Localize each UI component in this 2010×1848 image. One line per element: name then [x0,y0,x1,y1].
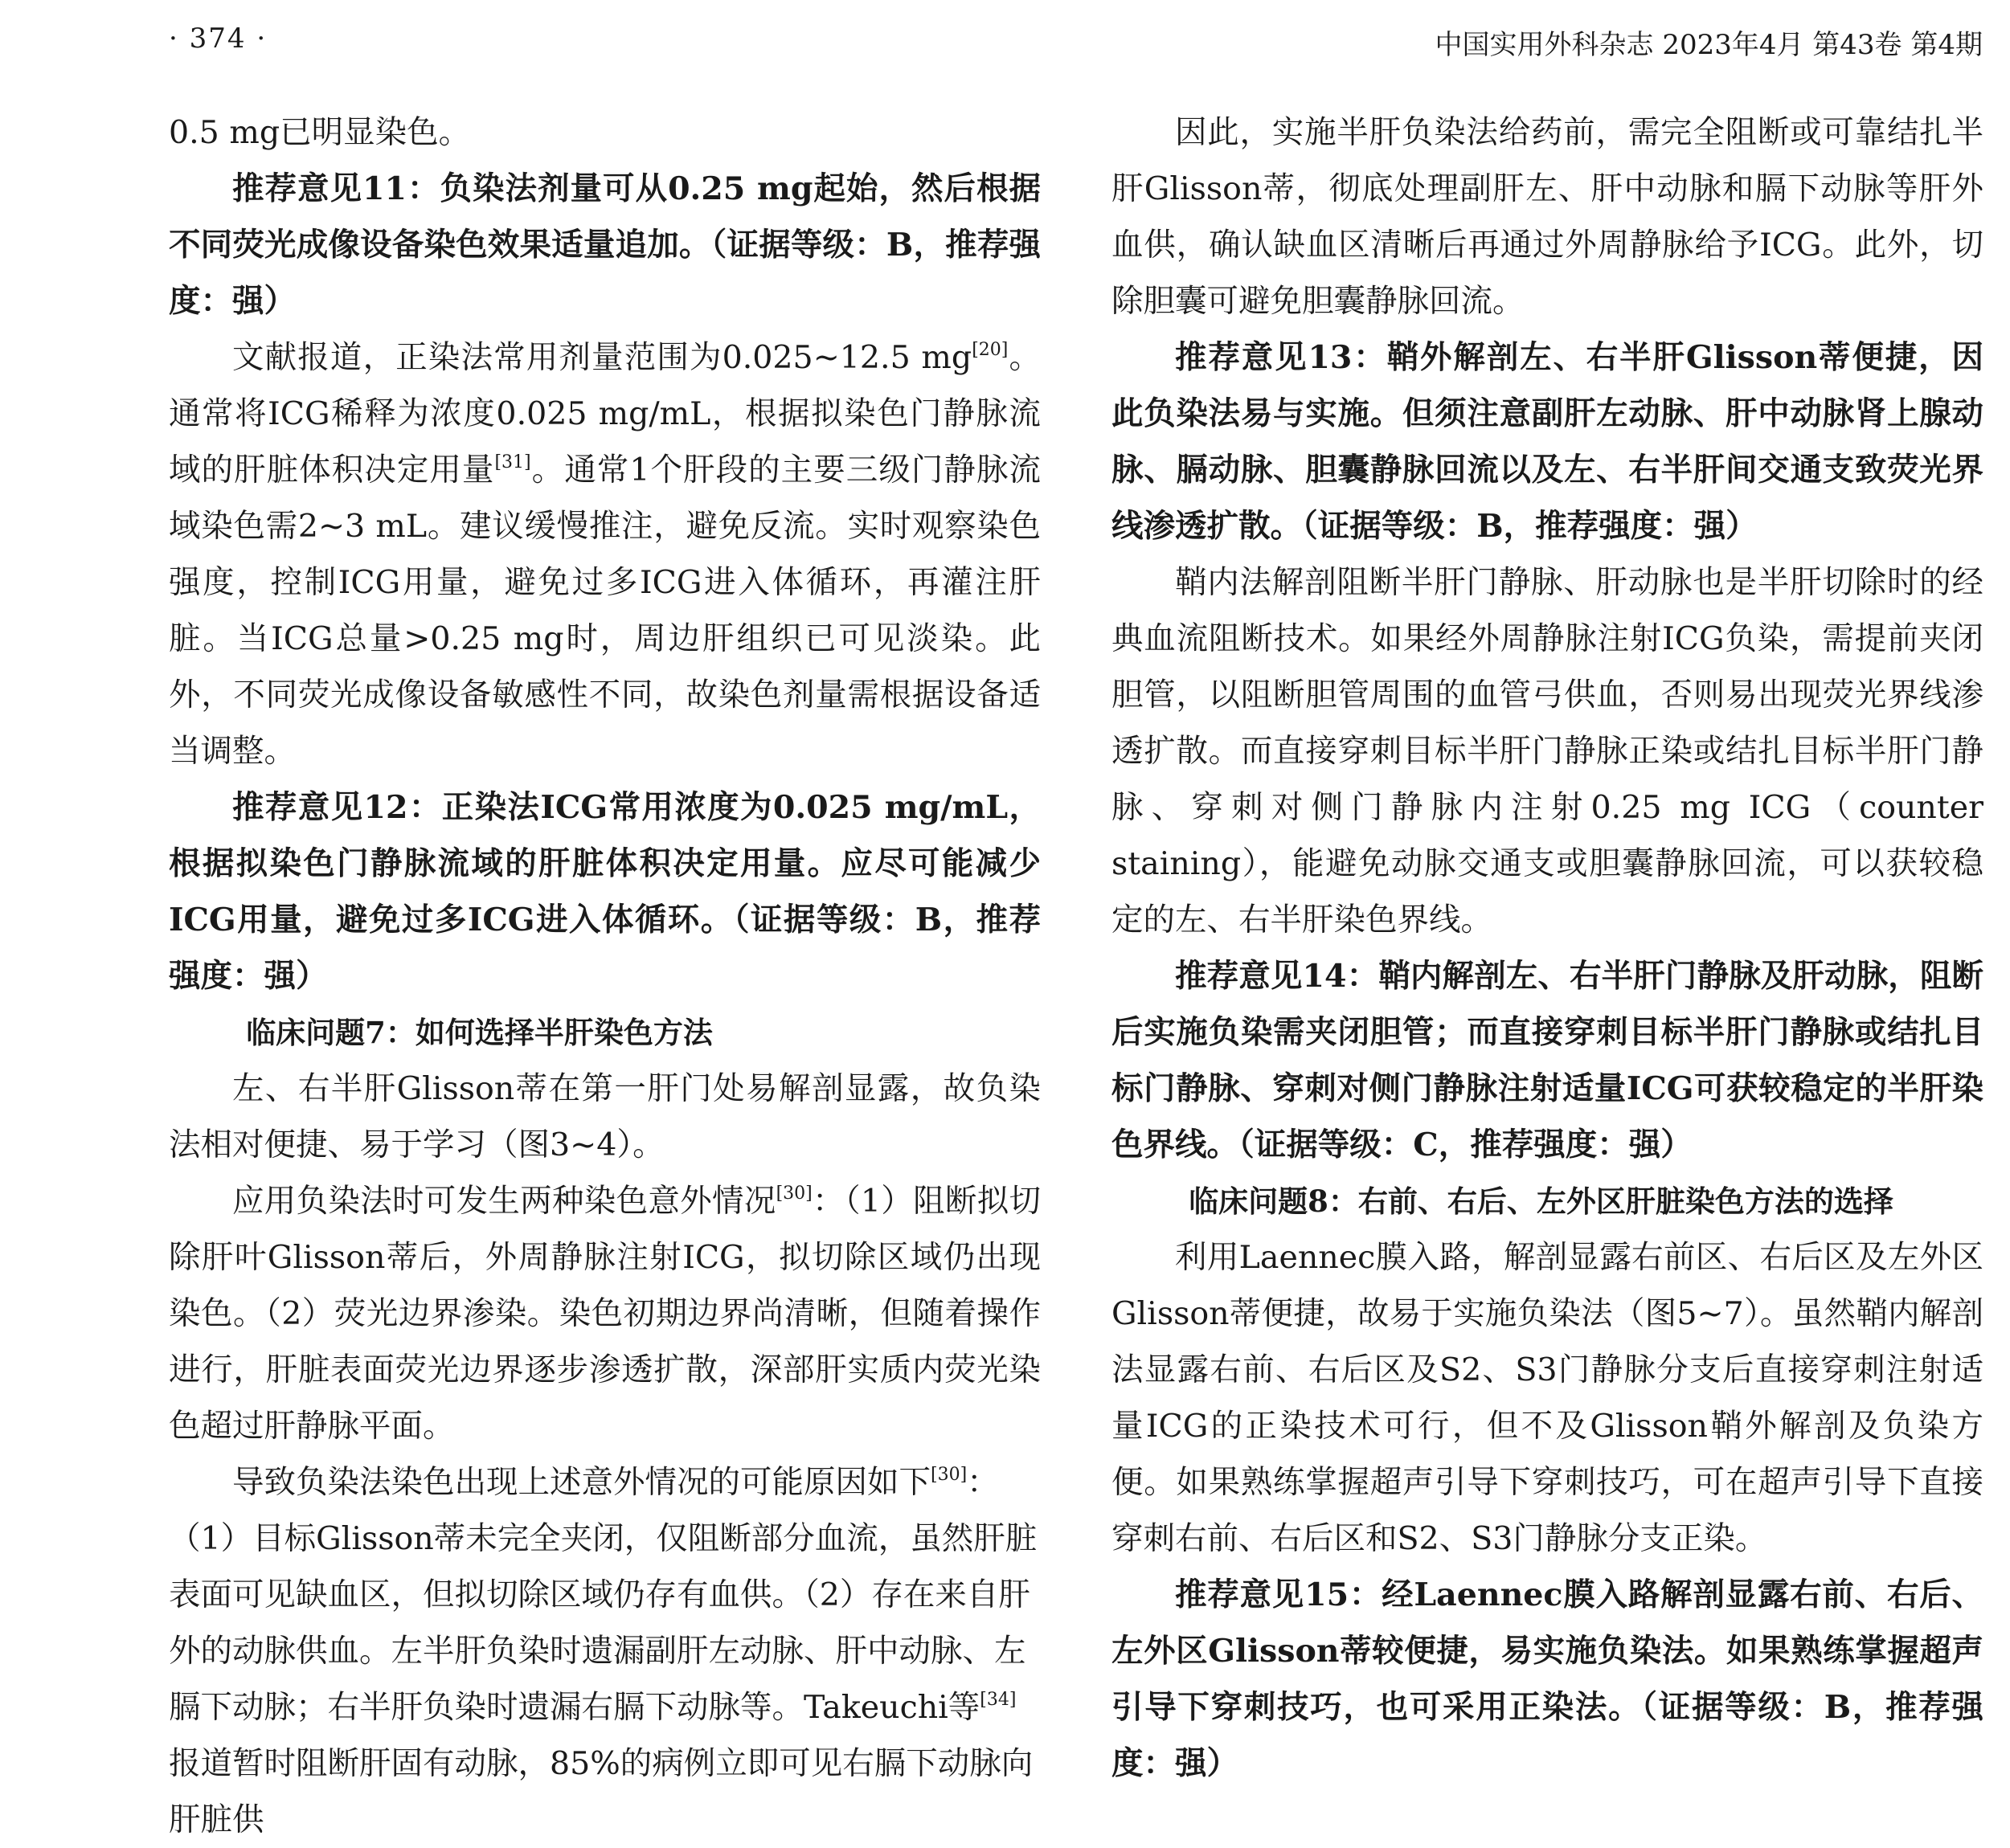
text: 报道暂时阻断肝固有动脉，85%的病例立即可见右膈下动脉向肝脏供 [169,1745,1034,1838]
text: 导致负染法染色出现上述意外情况的可能原因如下 [232,1464,931,1501]
page-number: · 374 · [169,22,268,55]
citation-ref: [34] [980,1690,1017,1710]
text: 。通常将ICG稀释为浓度0.025 mg/mL，根据拟染色门静脉流域的肝脏体积决定用量 [169,339,1041,489]
recommendation-14: 推荐意见14：鞘内解剖左、右半肝门静脉及肝动脉，阻断后实施负染需夹闭胆管；而直接穿刺目标半肝门静脉或结扎目标门静脉、穿刺对侧门静脉注射适量ICG可获较稳定的半肝染色界线。（证据等级：C，推荐强度：强） [1111,958,1983,1163]
text: 应用负染法时可发生两种染色意外情况 [232,1183,776,1220]
paragraph-intrasheath: 鞘内法解剖阻断半肝门静脉、肝动脉也是半肝切除时的经典血流阻断技术。如果经外周静脉注射ICG负染，需提前夹闭胆管，以阻断胆管周围的血管弓供血，否则易出现荧光界线渗透扩散。而直接穿刺目标半肝门静脉正染或结扎目标半肝门静脉、穿刺对侧门静脉内注射0.25 mg ICG（counter staining），能避免动脉交通支或胆囊静脉回流，可以获较稳定的左、右半肝染色界线。 [1111,564,1983,938]
section-heading-question-8: 临床问题8：右前、右后、左外区肝脏染色方法的选择 [1189,1184,1893,1219]
citation-ref: [31] [494,452,531,472]
paragraph-continued: 0.5 mg已明显染色。 [169,114,471,151]
paragraph-glisson: 左、右半肝Glisson蒂在第一肝门处易解剖显露，故负染法相对便捷、易于学习（图3~4）。 [169,1070,1041,1163]
paragraph-laennec: 利用Laennec膜入路，解剖显露右前区、右后区及左外区Glisson蒂便捷，故易于实施负染法（图5~7）。虽然鞘内解剖法显露右前、右后区及S2、S3门静脉分支后直接穿刺注射适量ICG的正染技术可行，但不及Glisson鞘外解剖及负染方便。如果熟练掌握超声引导下穿刺技巧，可在超声引导下直接穿刺右前、右后区和S2、S3门静脉分支正染。 [1111,1239,1983,1557]
right-column [1111,104,1983,1792]
section-heading-question-7: 临床问题7：如何选择半肝染色方法 [246,1015,713,1050]
text: 。通常1个肝段的主要三级门静脉流域染色需2~3 mL。建议缓慢推注，避免反流。实时观察染色强度，控制ICG用量，避免过多ICG进入体循环，再灌注肝脏。当ICG总量>0.25 mg时，周边肝组织已可见淡染。此外，不同荧光成像设备敏感性不同，故染色剂量需根据设备适当调整。 [169,452,1042,770]
paragraph-therefore: 因此，实施半肝负染法给药前，需完全阻断或可靠结扎半肝Glisson蒂，彻底处理副肝左、肝中动脉和膈下动脉等肝外血供，确认缺血区清晰后再通过外周静脉给予ICG。此外，切除胆囊可避免胆囊静脉回流。 [1111,114,1983,320]
citation-ref: [30] [776,1184,813,1204]
citation-ref: [30] [931,1465,968,1485]
paragraph-dose [169,329,1041,779]
text: ：（1）目标Glisson蒂未完全夹闭，仅阻断部分血流，虽然肝脏表面可见缺血区，但拟切除区域仍存有血供。（2）存在来自肝外的动脉供血。左半肝负染时遗漏副肝左动脉、肝中动脉、左膈下动脉；右半肝负染时遗漏右膈下动脉等。Takeuchi等 [169,1464,1038,1726]
left-column [169,104,1041,1848]
recommendation-11: 推荐意见11：负染法剂量可从0.25 mg起始，然后根据不同荧光成像设备染色效果适量追加。（证据等级：B，推荐强度：强） [169,170,1041,320]
recommendation-13: 推荐意见13：鞘外解剖左、右半肝Glisson蒂便捷，因此负染法易与实施。但须注意副肝左动脉、肝中动脉肾上腺动脉、膈动脉、胆囊静脉回流以及左、右半肝间交通支致荧光界线渗透扩散。（证据等级：B，推荐强度：强） [1111,339,1983,545]
citation-ref: [20] [972,340,1009,360]
paragraph-causes [169,1454,1041,1848]
text: 文献报道，正染法常用剂量范围为0.025~12.5 mg [232,339,972,376]
recommendation-12: 推荐意见12：正染法ICG常用浓度为0.025 mg/mL，根据拟染色门静脉流域的肝脏体积决定用量。应尽可能减少ICG用量，避免过多ICG进入体循环。（证据等级：B，推荐强度：强） [169,789,1041,995]
running-header: 中国实用外科杂志 2023年4月 第43卷 第4期 [1435,29,1983,61]
text: ：（1）阻断拟切除肝叶Glisson蒂后，外周静脉注射ICG，拟切除区域仍出现染色。（2）荧光边界渗染。染色初期边界尚清晰，但随着操作进行，肝脏表面荧光边界逐步渗透扩散，深部肝实质内荧光染色超过肝静脉平面。 [169,1183,1041,1445]
recommendation-15: 推荐意见15：经Laennec膜入路解剖显露右前、右后、左外区Glisson蒂较便捷，易实施负染法。如果熟练掌握超声引导下穿刺技巧，也可采用正染法。（证据等级：B，推荐强度：强） [1111,1576,1983,1782]
paragraph-accidents [169,1173,1041,1454]
